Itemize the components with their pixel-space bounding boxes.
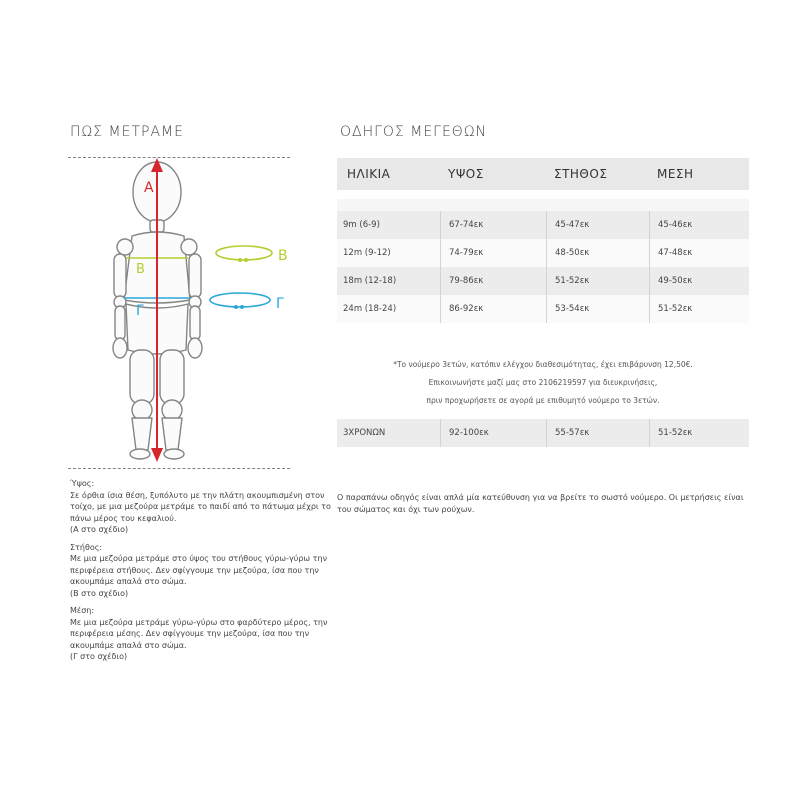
left-foot xyxy=(130,449,150,459)
left-thigh xyxy=(130,350,154,404)
waist-loop xyxy=(210,293,270,307)
chest-loop-clip-2 xyxy=(244,258,248,262)
cell-age: 18m (12-18) xyxy=(343,276,397,286)
label-g-waist: Γ xyxy=(136,303,144,319)
waist-text: Με μια μεζούρα μετράμε γύρω-γύρω στο φαρδύτερο μέρος, την περιφέρεια μέσης. Δεν σφίγγουμε την μεζούρα, ίσα που την ακουμπάμε απαλά στο σώμα. xyxy=(70,617,328,650)
chest-loop-clip-1 xyxy=(238,258,242,262)
cell-chest: 55-57εκ xyxy=(546,419,649,447)
label-b-side: B xyxy=(278,248,288,264)
cell-chest: 48-50εκ xyxy=(546,239,649,267)
chest-ref: (Β στο σχέδιο) xyxy=(70,588,129,598)
right-foot xyxy=(164,449,184,459)
label-b-chest: B xyxy=(136,262,145,277)
size-table xyxy=(337,158,749,323)
waist-ref: (Γ στο σχέδιο) xyxy=(70,652,128,661)
cell-height: 79-86εκ xyxy=(440,267,546,295)
left-upper-arm xyxy=(114,254,126,298)
chest-loop xyxy=(216,246,272,260)
cell-waist: 51-52εκ xyxy=(649,295,749,323)
right-upper-arm xyxy=(189,254,201,298)
right-thigh xyxy=(160,350,184,404)
chest-description xyxy=(70,542,340,600)
measurement-descriptions xyxy=(70,478,340,669)
measurement-figure xyxy=(60,150,330,480)
height-text: Σε όρθια ίσια θέση, ξυπόλυτο με την πλάτη ακουμπισμένη στον τοίχο, με μια μεζούρα μετράμε το παιδί από το πάτωμα μέχρι το πάνω μέρος του κεφαλιού. xyxy=(70,490,331,523)
height-arrow-bottom xyxy=(151,448,163,462)
how-we-measure-heading: ΠΩΣ ΜΕΤΡΑΜΕ xyxy=(70,124,184,140)
cell-height: 86-92εκ xyxy=(440,295,546,323)
table-header xyxy=(337,158,749,190)
col-chest: ΣΤΗΘΟΣ xyxy=(554,167,608,181)
size-guide-heading: ΟΔΗΓΟΣ ΜΕΓΕΘΩΝ xyxy=(340,124,487,140)
cell-chest: 53-54εκ xyxy=(546,295,649,323)
guide-footer-note: Ο παραπάνω οδηγός είναι απλά μία κατεύθυνση για να βρείτε το σωστό νούμερο. Οι μετρήσεις είναι του σώματος και όχι των ρούχων. xyxy=(337,493,744,514)
right-knee xyxy=(162,400,182,420)
height-description xyxy=(70,478,340,536)
right-shoulder xyxy=(181,239,197,255)
table-row xyxy=(337,211,749,239)
cell-height: 92-100εκ xyxy=(440,419,546,447)
waist-description xyxy=(70,605,340,663)
cell-chest: 45-47εκ xyxy=(546,211,649,239)
waist-loop-clip-2 xyxy=(240,305,244,309)
cell-waist: 51-52εκ xyxy=(649,419,749,447)
note-line: *Το νούμερο 3ετών, κατόπιν ελέγχου διαθεσιμότητας, έχει επιβάρυνση 12,50€. xyxy=(393,360,693,369)
left-hand xyxy=(113,338,127,358)
col-height: ΥΨΟΣ xyxy=(448,167,484,181)
waist-title: Μέση: xyxy=(70,606,95,615)
label-g-side: Γ xyxy=(276,296,284,312)
bottom-dashed-guide xyxy=(68,468,290,469)
left-forearm xyxy=(115,306,125,340)
table-row xyxy=(337,295,749,323)
height-ref: (A στο σχέδιο) xyxy=(70,525,129,534)
left-shin xyxy=(132,418,152,450)
cell-age: 9m (6-9) xyxy=(343,220,380,230)
table-row xyxy=(337,267,749,295)
right-hand xyxy=(188,338,202,358)
cell-waist: 47-48εκ xyxy=(649,239,749,267)
cell-chest: 51-52εκ xyxy=(546,267,649,295)
note-line: Επικοινωνήστε μαζί μας στο 2106219597 για διευκρινήσεις, xyxy=(428,378,658,387)
left-knee xyxy=(132,400,152,420)
left-shoulder xyxy=(117,239,133,255)
cell-height: 74-79εκ xyxy=(440,239,546,267)
table-row xyxy=(337,419,749,447)
table-row xyxy=(337,239,749,267)
waist-loop-clip-1 xyxy=(234,305,238,309)
height-title: Ύψος: xyxy=(70,479,95,488)
label-a: A xyxy=(144,180,154,196)
cell-age: 3ΧΡΟΝΩΝ xyxy=(343,428,386,438)
cell-waist: 45-46εκ xyxy=(649,211,749,239)
table-spacer xyxy=(337,199,749,211)
cell-waist: 49-50εκ xyxy=(649,267,749,295)
col-waist: ΜΕΣΗ xyxy=(657,167,694,181)
chest-text: Με μια μεζούρα μετράμε στο ύψος του στήθους γύρω-γύρω την περιφέρεια στήθους. Δεν σφίγγουμε την μεζούρα, ίσα που την ακουμπάμε απαλά στο σώμα. xyxy=(70,554,328,586)
three-years-table xyxy=(337,419,749,447)
col-age: ΗΛΙΚΙΑ xyxy=(347,167,391,181)
note-line: πριν προχωρήσετε σε αγορά με επιθυμητό νούμερο το 3ετών. xyxy=(426,396,660,405)
cell-height: 67-74εκ xyxy=(440,211,546,239)
cell-age: 12m (9-12) xyxy=(343,248,391,258)
right-shin xyxy=(162,418,182,450)
chest-title: Στήθος: xyxy=(70,542,103,552)
right-forearm xyxy=(190,306,200,340)
cell-age: 24m (18-24) xyxy=(343,304,397,314)
availability-notes xyxy=(337,356,749,410)
